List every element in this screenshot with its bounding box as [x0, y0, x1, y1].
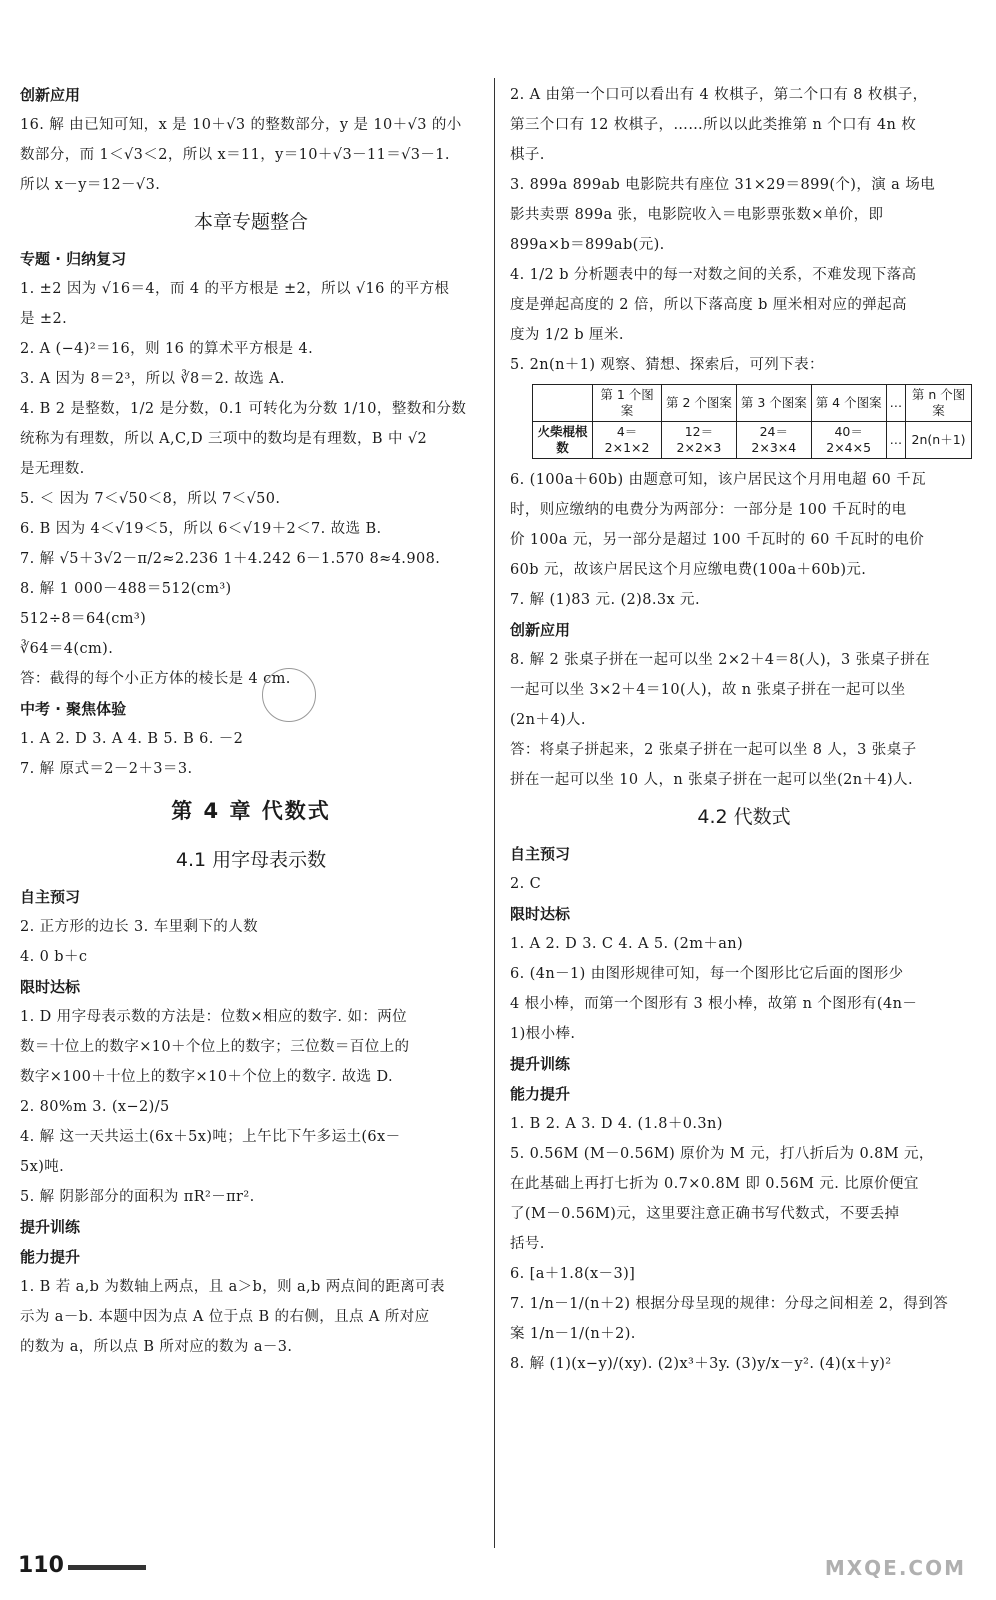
answer-line: 7. 解 (1)83 元. (2)8.3x 元. — [510, 592, 700, 608]
answer-line: 7. 解 原式＝2－2＋3＝3. — [20, 761, 193, 777]
answer-line: 899a×b＝899ab(元). — [510, 237, 665, 253]
answer-line: 1. A 2. D 3. C 4. A 5. (2m＋an) — [510, 936, 744, 952]
answer-line: 4. B 2 是整数，1/2 是分数，0.1 可转化为分数 1/10，整数和分数 — [20, 401, 467, 417]
table-header-cell: 第 n 个图案 — [906, 385, 972, 422]
answer-line: 价 100a 元，另一部分是超过 100 千瓦时的 60 千瓦时的电价 — [510, 532, 925, 548]
answer-line: 2. A (−4)²＝16，则 16 的算术平方根是 4. — [20, 341, 314, 357]
answer-line: 棋子. — [510, 147, 545, 163]
answer-line: 的数为 a，所以点 B 所对应的数为 a－3. — [20, 1339, 293, 1355]
answer-line: 1. B 若 a,b 为数轴上两点，且 a＞b，则 a,b 两点间的距离可表 — [20, 1279, 445, 1295]
subsection-title: 4.1 用字母表示数 — [175, 849, 327, 871]
answer-line: 7. 解 √5＋3√2－π/2≈2.236 1＋4.242 6－1.570 8≈4.908. — [20, 551, 441, 567]
answer-line: (2n＋4)人. — [510, 712, 586, 728]
answer-line: 4. 0 b＋c — [20, 949, 88, 965]
answer-line: 2. 正方形的边长 3. 车里剩下的人数 — [20, 919, 258, 935]
table-header-cell: 第 1 个图案 — [593, 385, 662, 422]
subsection-heading: 能力提升 — [510, 1085, 571, 1103]
table-header-cell: 第 4 个图案 — [811, 385, 886, 422]
answer-line: 8. 解 1 000－488＝512(cm³) — [20, 581, 232, 597]
section-title: 本章专题整合 — [193, 211, 308, 233]
answer-line: 在此基础上再打七折为 0.7×0.8M 即 0.56M 元. 比原价便宜 — [510, 1176, 919, 1192]
answer-line: 统称为有理数，所以 A,C,D 三项中的数均是有理数，B 中 √2 — [20, 431, 428, 447]
column-divider — [494, 78, 495, 1548]
page-number-bar — [68, 1565, 146, 1570]
answer-line: 2. C — [510, 876, 542, 892]
answer-line: 第三个口有 12 枚棋子，……所以以此类推第 n 个口有 4n 枚 — [510, 117, 917, 133]
stamp-mark — [262, 668, 316, 722]
answer-line: 5. ＜ 因为 7＜√50＜8，所以 7＜√50. — [20, 491, 281, 507]
answer-line: 4. 解 这一天共运土(6x＋5x)吨；上午比下午多运土(6x－ — [20, 1129, 401, 1145]
answer-line: 6. (4n－1) 由图形规律可知，每一个图形比它后面的图形少 — [510, 966, 904, 982]
table-cell: 24＝2×3×4 — [736, 422, 811, 459]
answer-line: 5x)吨. — [20, 1159, 65, 1175]
answer-line: 答：截得的每个小正方体的棱长是 4 cm. — [20, 671, 291, 687]
section-heading: 中考 · 聚焦体验 — [20, 700, 127, 718]
answer-line: 3. 899a 899ab 电影院共有座位 31×29＝899(个)，演 a 场电 — [510, 177, 935, 193]
answer-line: 是无理数. — [20, 461, 85, 477]
answer-line: 5. 2n(n＋1) 观察、猜想、探索后，可列下表： — [510, 357, 824, 373]
answer-line: 答：将桌子拼起来，2 张桌子拼在一起可以坐 8 人，3 张桌子 — [510, 742, 917, 758]
subsection-title: 4.2 代数式 — [697, 806, 791, 828]
section-heading: 提升训练 — [510, 1055, 571, 1073]
answer-line: 案 1/n－1/(n＋2). — [510, 1326, 636, 1342]
answer-line: 影共卖票 899a 张，电影院收入＝电影票张数×单价，即 — [510, 207, 884, 223]
answer-line: 60b 元，故该户居民这个月应缴电费(100a＋60b)元. — [510, 562, 867, 578]
answer-line: 拼在一起可以坐 10 人，n 张桌子拼在一起可以坐(2n＋4)人. — [510, 772, 914, 788]
answer-line: 时，则应缴纳的电费分为两部分：一部分是 100 千瓦时的电 — [510, 502, 907, 518]
table-header-cell: … — [886, 385, 906, 422]
subsection-heading: 能力提升 — [20, 1248, 81, 1266]
answer-line: 1. A 2. D 3. A 4. B 5. B 6. －2 — [20, 731, 244, 747]
answer-line: 数＝十位上的数字×10＋个位上的数字；三位数＝百位上的 — [20, 1039, 410, 1055]
table-cell: 40＝2×4×5 — [811, 422, 886, 459]
table-row — [533, 422, 972, 459]
answer-line: 数部分，而 1＜√3＜2，所以 x＝11，y＝10＋√3－11＝√3－1. — [20, 147, 450, 163]
section-heading: 限时达标 — [510, 905, 571, 923]
answer-line: 6. B 因为 4＜√19＜5，所以 6＜√19＋2＜7. 故选 B. — [20, 521, 382, 537]
answer-line: ∛64＝4(cm). — [20, 641, 114, 657]
table-row-label: 火柴棍根数 — [533, 422, 593, 459]
table-cell: … — [886, 422, 906, 459]
section-heading: 创新应用 — [20, 86, 81, 104]
answer-line: 8. 解 2 张桌子拼在一起可以坐 2×2＋4＝8(人)，3 张桌子拼在 — [510, 652, 931, 668]
section-heading: 自主预习 — [20, 888, 81, 906]
answer-line: 度为 1/2 b 厘米. — [510, 327, 624, 343]
page-number: 110 — [18, 1553, 64, 1578]
answer-line: 7. 1/n－1/(n＋2) 根据分母呈现的规律：分母之间相差 2，得到答 — [510, 1296, 949, 1312]
answer-line: 5. 0.56M (M－0.56M) 原价为 M 元，打八折后为 0.8M 元， — [510, 1146, 934, 1162]
answer-line: 3. A 因为 8＝2³，所以 ∛8＝2. 故选 A. — [20, 371, 285, 387]
right-column — [510, 80, 978, 1379]
table-header-cell: 第 2 个图案 — [662, 385, 737, 422]
answer-line: 2. A 由第一个口可以看出有 4 枚棋子，第二个口有 8 枚棋子， — [510, 87, 928, 103]
answer-line: 4 根小棒，而第一个图形有 3 根小棒，故第 n 个图形有(4n－ — [510, 996, 918, 1012]
section-heading: 创新应用 — [510, 621, 571, 639]
section-heading: 专题 · 归纳复习 — [20, 250, 127, 268]
left-column — [20, 80, 482, 1362]
table-row — [533, 385, 972, 422]
section-heading: 提升训练 — [20, 1218, 81, 1236]
answer-line: 了(M－0.56M)元，这里要注意正确书写代数式，不要丢掉 — [510, 1206, 900, 1222]
table-cell: 4＝2×1×2 — [593, 422, 662, 459]
answer-line: 1. D 用字母表示数的方法是：位数×相应的数字. 如：两位 — [20, 1009, 408, 1025]
answer-line: 6. (100a＋60b) 由题意可知，该户居民这个月用电超 60 千瓦 — [510, 472, 926, 488]
answer-line: 8. 解 (1)(x−y)/(xy). (2)x³＋3y. (3)y/x－y². (4)(x＋y)² — [510, 1356, 892, 1372]
answer-line: 括号. — [510, 1236, 545, 1252]
answer-line: 示为 a－b. 本题中因为点 A 位于点 B 的右侧，且点 A 所对应 — [20, 1309, 430, 1325]
answer-line: 一起可以坐 3×2＋4＝10(人)，故 n 张桌子拼在一起可以坐 — [510, 682, 906, 698]
answer-line: 数字×100＋十位上的数字×10＋个位上的数字. 故选 D. — [20, 1069, 393, 1085]
answer-line: 5. 解 阴影部分的面积为 πR²－πr². — [20, 1189, 255, 1205]
section-heading: 自主预习 — [510, 845, 571, 863]
table-cell: 2n(n＋1) — [906, 422, 972, 459]
answer-line: 度是弹起高度的 2 倍，所以下落高度 b 厘米相对应的弹起高 — [510, 297, 907, 313]
table-header-cell: 第 3 个图案 — [736, 385, 811, 422]
answer-line: 2. 80%m 3. (x−2)/5 — [20, 1099, 170, 1115]
chapter-title: 第 4 章 代数式 — [171, 799, 331, 823]
answer-line: 1. ±2 因为 √16＝4，而 4 的平方根是 ±2，所以 √16 的平方根 — [20, 281, 450, 297]
answer-line: 1. B 2. A 3. D 4. (1.8＋0.3n) — [510, 1116, 723, 1132]
table-corner-cell — [533, 385, 593, 422]
section-heading: 限时达标 — [20, 978, 81, 996]
matchstick-table — [532, 384, 972, 459]
answer-line: 6. [a＋1.8(x－3)] — [510, 1266, 636, 1282]
answer-line: 512÷8＝64(cm³) — [20, 611, 147, 627]
answer-line: 1)根小棒. — [510, 1026, 576, 1042]
answer-line: 4. 1/2 b 分析题表中的每一对数之间的关系，不难发现下落高 — [510, 267, 917, 283]
answer-line: 是 ±2. — [20, 311, 68, 327]
watermark: MXQE.COM — [824, 1556, 966, 1580]
answer-line: 16. 解 由已知可知，x 是 10＋√3 的整数部分，y 是 10＋√3 的小 — [20, 117, 462, 133]
answer-line: 所以 x－y＝12－√3. — [20, 177, 161, 193]
table-cell: 12＝2×2×3 — [662, 422, 737, 459]
